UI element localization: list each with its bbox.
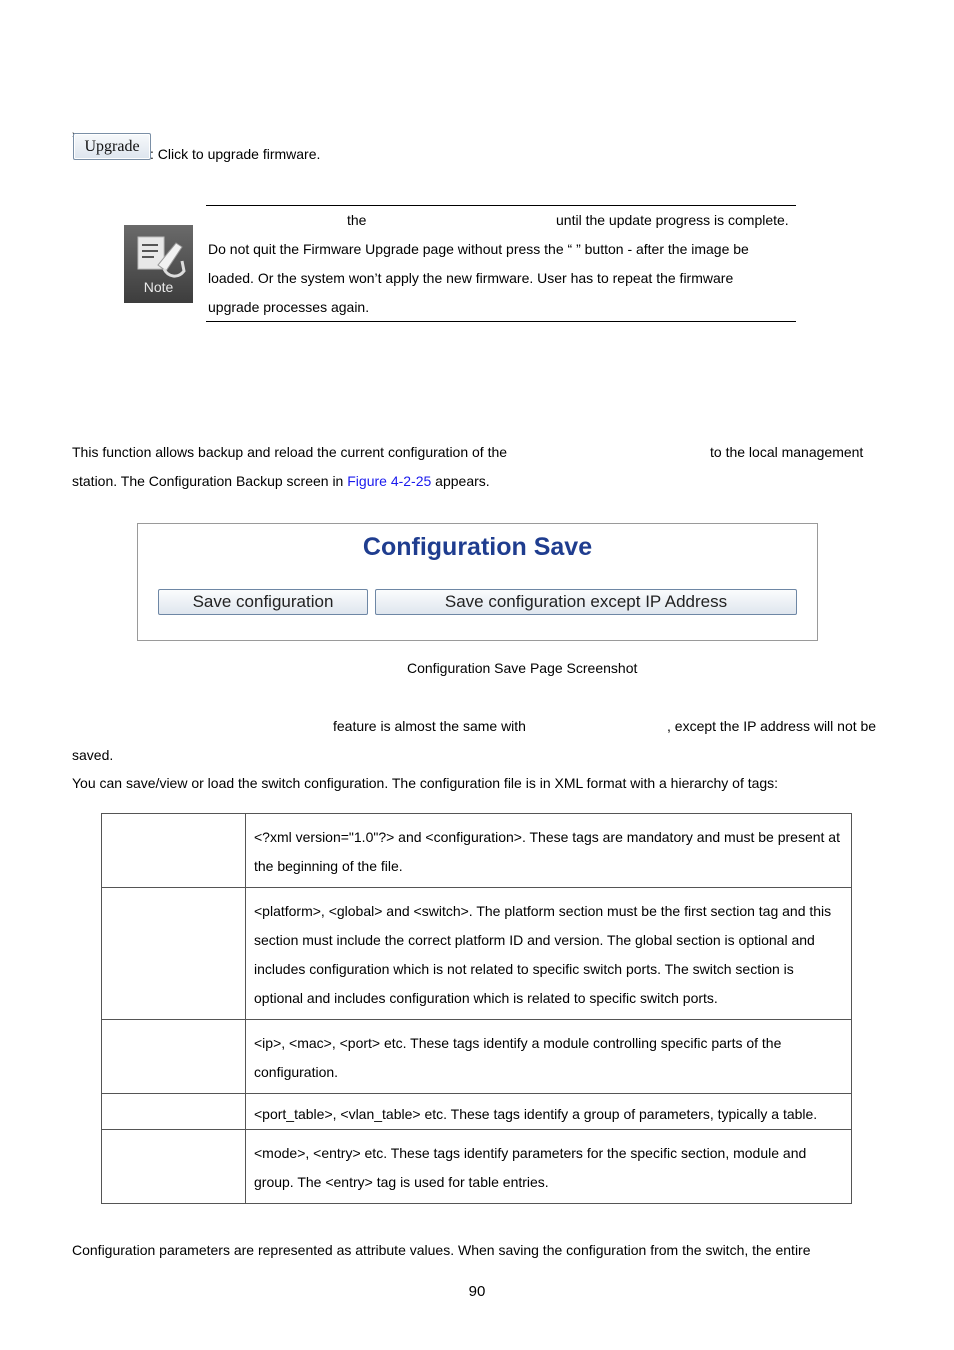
note-line-1a: the <box>347 212 367 228</box>
xml-tag-table <box>101 813 852 1204</box>
tag-label-cell <box>102 814 246 888</box>
except-ip-line-1a: feature is almost the same with <box>333 718 526 734</box>
tag-label-cell <box>102 1130 246 1204</box>
note-top-rule <box>206 205 796 206</box>
intro-line-2a: station. The Configuration Backup screen in <box>72 473 348 489</box>
except-ip-line-1b: , except the IP address will not be <box>667 718 877 734</box>
upgrade-description: : Click to upgrade firmware. <box>150 146 321 162</box>
intro-line-1b: to the local management <box>710 444 864 460</box>
table-row <box>102 814 852 888</box>
table-row <box>102 1094 852 1130</box>
note-icon <box>124 225 193 303</box>
except-ip-line-2: saved. <box>72 747 114 763</box>
save-configuration-button[interactable]: Save configuration <box>158 589 368 615</box>
tag-label-cell <box>102 1020 246 1094</box>
tag-description-cell: <port_table>, <vlan_table> etc. These tags identify a group of parameters, typically a table. <box>246 1094 852 1130</box>
table-row <box>102 1130 852 1204</box>
intro-line-1a: This function allows backup and reload the current configuration of the <box>72 444 508 460</box>
configuration-save-panel <box>137 523 818 641</box>
intro-line-2 <box>72 471 490 491</box>
tag-description-cell: <ip>, <mac>, <port> etc. These tags identify a module controlling specific parts of the configuration. <box>246 1020 852 1094</box>
note-icon-label: Note <box>143 279 174 295</box>
note-line-4: upgrade processes again. <box>208 299 370 315</box>
note-line-1b: until the update progress is complete. <box>556 212 789 228</box>
save-configuration-except-ip-button[interactable]: Save configuration except IP Address <box>375 589 797 615</box>
upgrade-button[interactable]: Upgrade <box>73 133 151 160</box>
tag-label-cell <box>102 888 246 1020</box>
table-row <box>102 888 852 1020</box>
table-row <box>102 1020 852 1094</box>
tag-description-cell: <?xml version="1.0"?> and <configuration>. These tags are mandatory and must be present at the beginning of the file. <box>246 814 852 888</box>
note-line-3: loaded. Or the system won’t apply the new firmware. User has to repeat the firmware <box>208 270 734 286</box>
tag-description-cell: <mode>, <entry> etc. These tags identify parameters for the specific section, module and group. The <entry> tag is used for table entries. <box>246 1130 852 1204</box>
page-number: 90 <box>468 1283 486 1300</box>
intro-line-2b: appears. <box>431 473 490 489</box>
tag-description-cell: <platform>, <global> and <switch>. The platform section must be the first section tag and this section must include the correct platform ID and version. The global section is optional and includes configuration which is not related to specific switch ports. The switch section is optional and includes configuration which is related to specific switch ports. <box>246 888 852 1020</box>
closing-paragraph: Configuration parameters are represented as attribute values. When saving the configuration from the switch, the entire <box>72 1242 811 1258</box>
note-line-2: Do not quit the Firmware Upgrade page without press the “ ” button - after the image be <box>208 241 749 257</box>
figure-caption: Configuration Save Page Screenshot <box>407 660 638 676</box>
xml-intro: You can save/view or load the switch configuration. The configuration file is in XML format with a hierarchy of tags: <box>72 775 779 791</box>
configuration-save-title: Configuration Save <box>362 533 593 561</box>
tag-label-cell <box>102 1094 246 1130</box>
figure-link[interactable]: Figure 4-2-25 <box>347 473 432 489</box>
note-bottom-rule <box>206 321 796 322</box>
